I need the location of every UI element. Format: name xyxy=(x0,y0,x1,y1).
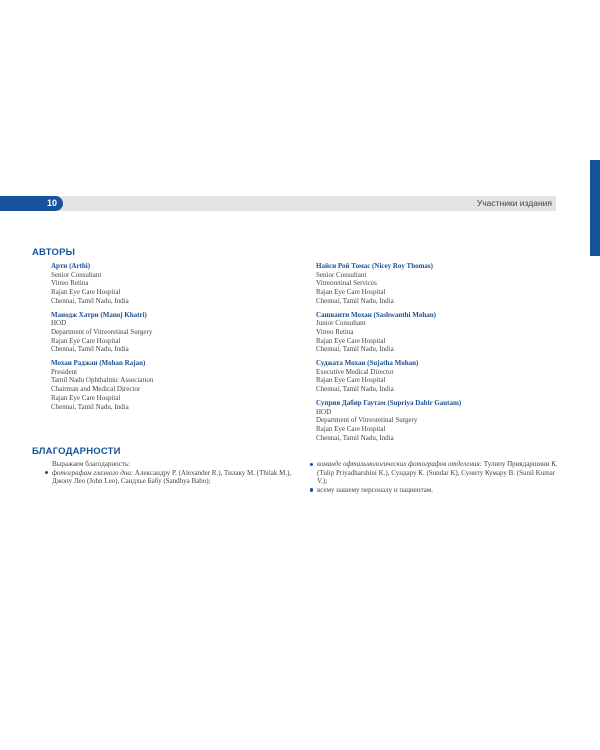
author-entry xyxy=(51,311,281,355)
author-name: Суджата Мохан (Sujatha Mohan) xyxy=(316,359,419,368)
authors-left-column xyxy=(51,262,281,416)
author-affiliation-line: Chennai, Tamil Nadu, India xyxy=(51,345,129,354)
author-affiliation-line: Rajan Eye Care Hospital xyxy=(316,336,386,345)
author-affiliation-line: Chairman and Medical Director xyxy=(51,385,141,394)
author-name: Арти (Arthi) xyxy=(51,262,91,270)
author-name: Суприя Дабир Гаутам (Supriya Dabir Gautam) xyxy=(316,398,462,407)
author-affiliation-line: Executive Medical Director xyxy=(316,367,394,376)
author-affiliation-line: Department of Vitreoretinal Surgery xyxy=(316,416,418,425)
author-affiliation-line: Department of Vitreoretinal Surgery xyxy=(51,327,153,336)
authors-heading: АВТОРЫ xyxy=(32,247,76,258)
author-affiliation-line: Chennai, Tamil Nadu, India xyxy=(51,296,129,305)
author-affiliation-line: HOD xyxy=(316,407,332,416)
ack-bullet-text: Александру Р. (Alexander R.), Тилаку М. (Thilak M.), Джону Лео (John Leo), Сандхье Бабу (Sandhya Babu); xyxy=(52,468,292,486)
author-affiliation-line: Vitreoretinal Services xyxy=(316,279,377,288)
author-entry xyxy=(316,311,556,355)
authors-right-column xyxy=(316,262,556,447)
ack-bullet-photographers xyxy=(45,469,297,486)
ack-intro: Выражаем благодарность: xyxy=(52,460,131,468)
author-entry xyxy=(316,262,556,306)
author-entry xyxy=(316,359,556,394)
author-affiliation-line: Chennai, Tamil Nadu, India xyxy=(316,345,394,354)
running-title: Участники издания xyxy=(476,198,552,208)
author-affiliation-line: Junior Consultant xyxy=(316,319,366,328)
side-tab-marker xyxy=(590,160,600,256)
page-number: 10 xyxy=(0,196,63,211)
author-affiliation-line: Chennai, Tamil Nadu, India xyxy=(316,296,394,305)
author-affiliation-line: Rajan Eye Care Hospital xyxy=(51,288,121,297)
author-affiliation-line: HOD xyxy=(51,319,67,328)
acknowledgements-left xyxy=(45,460,297,486)
author-affiliation-line: Rajan Eye Care Hospital xyxy=(51,336,121,345)
author-entry xyxy=(51,262,281,306)
author-affiliation-line: Rajan Eye Care Hospital xyxy=(51,393,121,402)
acknowledgements-right xyxy=(310,460,560,494)
author-name: Манодж Хатри (Manoj Khatri) xyxy=(51,310,147,319)
author-affiliation-line: Rajan Eye Care Hospital xyxy=(316,424,386,433)
author-affiliation-line: Senior Consultant xyxy=(51,270,102,279)
author-affiliation-line: Senior Consultant xyxy=(316,270,367,279)
ack-bullet-staff: всему нашему персоналу и пациентам. xyxy=(310,486,560,495)
author-affiliation-line: Rajan Eye Care Hospital xyxy=(316,376,386,385)
author-affiliation-line: Vitreo Retina xyxy=(316,327,354,336)
ack-bullet-team-label: команде офтальмологических фотографов отделения: xyxy=(317,460,483,468)
author-name: Найси Рой Томас (Nicey Roy Thomas) xyxy=(316,262,433,270)
author-affiliation-line: Tamil Nadu Ophthalmic Association xyxy=(51,376,154,385)
author-affiliation-line: President xyxy=(51,367,78,376)
ack-bullet-team-text: Тулипу Приядаршини К. (Tulip Priyadharshini K.), Сундару К. (Sundar K), Суниту Кумару В. (Sunil Kumar V.); xyxy=(317,460,558,486)
page-header xyxy=(0,196,556,211)
acknowledgements-heading: БЛАГОДАРНОСТИ xyxy=(32,446,121,457)
author-name: Мохан Раджан (Mohan Rajan) xyxy=(51,359,146,368)
author-name: Сашванти Мохан (Sashwanthi Mohan) xyxy=(316,310,436,319)
author-entry xyxy=(51,359,281,411)
author-affiliation-line: Rajan Eye Care Hospital xyxy=(316,288,386,297)
ack-bullet-team xyxy=(310,460,560,486)
author-affiliation-line: Vitreo Retina xyxy=(51,279,89,288)
author-entry xyxy=(316,399,556,443)
author-affiliation-line: Chennai, Tamil Nadu, India xyxy=(316,433,394,442)
ack-bullet-label: фотографам глазного дна: xyxy=(52,468,134,477)
author-affiliation-line: Chennai, Tamil Nadu, India xyxy=(316,385,394,394)
author-affiliation-line: Chennai, Tamil Nadu, India xyxy=(51,402,129,411)
